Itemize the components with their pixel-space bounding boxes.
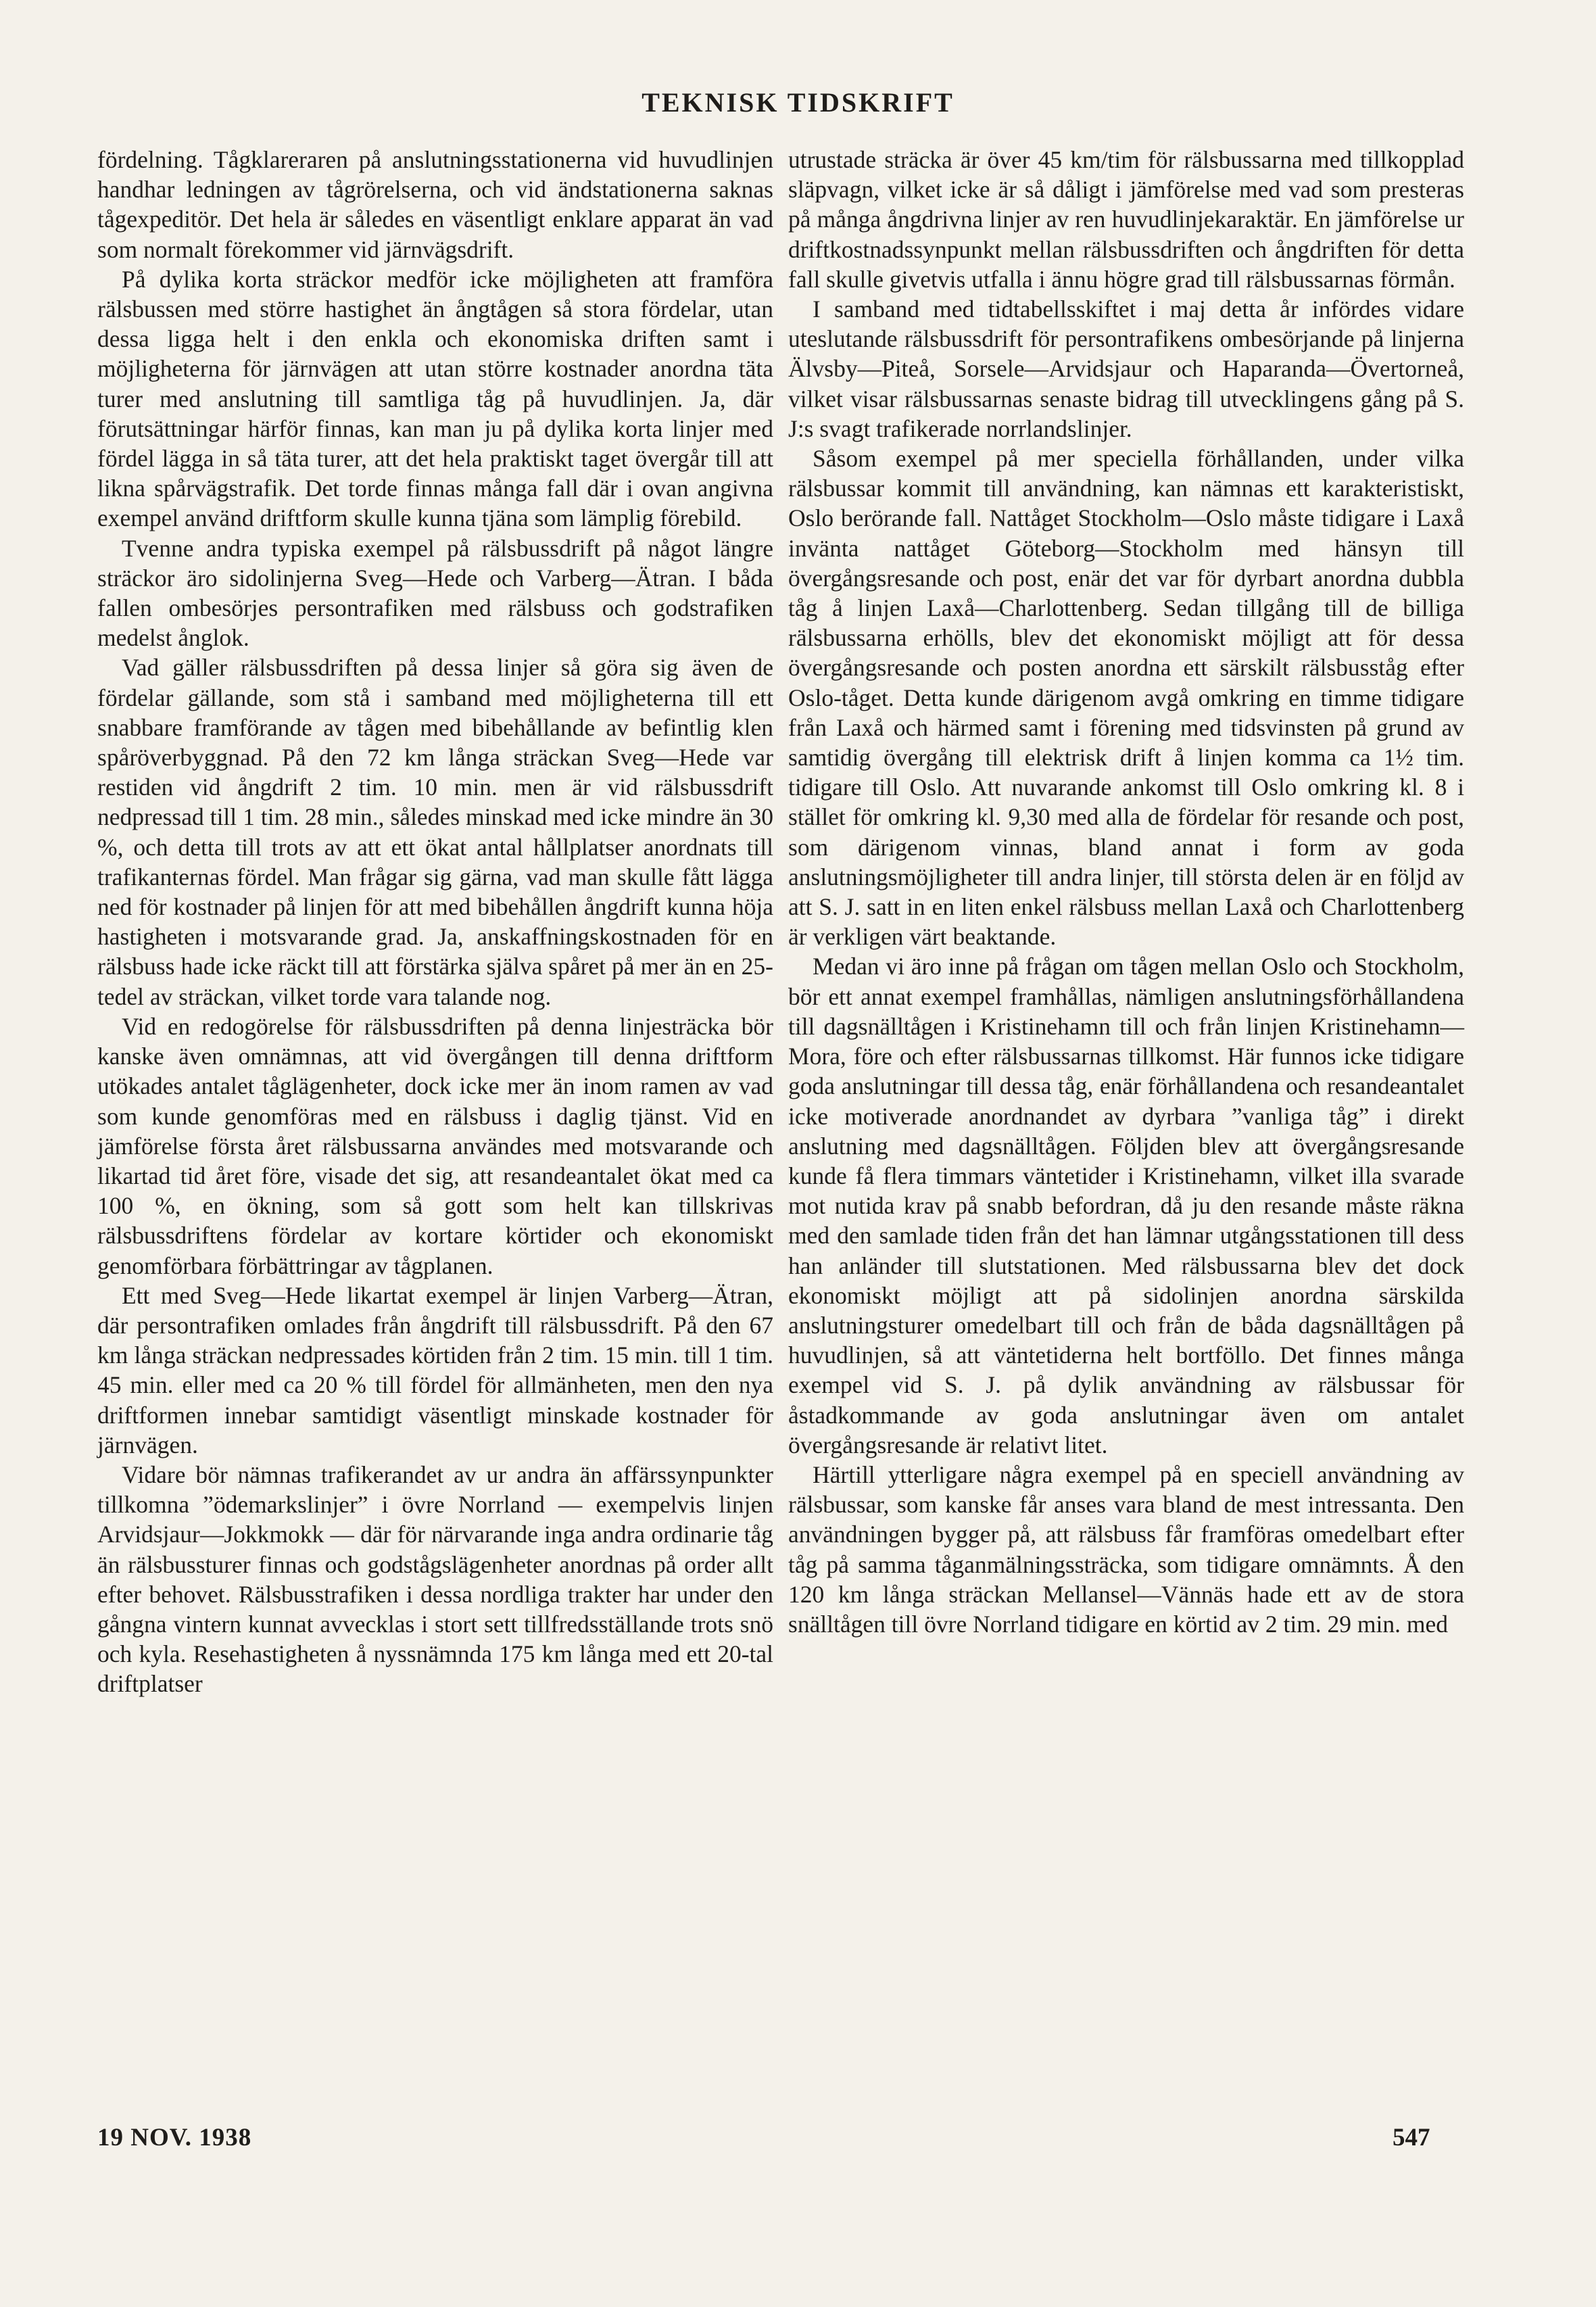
paragraph: Tvenne andra typiska exempel på rälsbussdrift på något längre sträckor äro sidolinjerna Sveg—Hede och Varberg—Ätran. I båda fallen ombesörjes persontrafiken med rälsbuss och godstrafiken medelst ånglok. (97, 534, 773, 652)
paragraph: På dylika korta sträckor medför icke möjligheten att framföra rälsbussen med större hastighet än ångtågen så stora fördelar, utan dessa ligga helt i den enkla och ekonomiska driften samt i möjligheterna för järnvägen att utan större kostnader anordna täta turer med anslutning till samtliga tåg på huvudlinjen. Ja, där förutsättningar härför finnas, kan man ju på dylika korta linjer med fördel lägga in så täta turer, att det hela praktiskt taget övergår till att likna spårvägstrafik. Det torde finnas många fall där i ovan angivna exempel använd driftform skulle kunna tjäna som lämplig förebild. (97, 265, 773, 532)
paragraph: I samband med tidtabellsskiftet i maj detta år infördes vidare uteslutande rälsbussdrift för persontrafikens ombesörjande på linjerna Älvsby—Piteå, Sorsele—Arvidsjaur och Haparanda—Övertorneå, vilket visar rälsbussarnas senaste bidrag till utvecklingens gång på S. J:s svagt trafikerade norrlandslinjer. (788, 295, 1464, 442)
paragraph: Såsom exempel på mer speciella förhållanden, under vilka rälsbussar kommit till användning, kan nämnas ett karakteristiskt, Oslo berörande fall. Nattåget Stockholm—Oslo måste tidigare i Laxå invänta nattåget Göteborg—Stockholm med hänsyn till övergångsresande och post, enär det var för dyrbart anordna dubbla tåg å linjen Laxå—Charlottenberg. Sedan tillgång till de billiga rälsbussarna erhölls, blev det ekonomiskt möjligt att för dessa övergångsresande och posten anordna ett särskilt rälsbusståg efter Oslo-tåget. Detta kunde därigenom avgå omkring en timme tidigare från Laxå och härmed samt i förening med tidsvinsten på grund av samtidig övergång till elektrisk drift å linjen komma ca 1½ tim. tidigare till Oslo. Att nuvarande ankomst till Oslo omkring kl. 8 i stället för omkring kl. 9,30 med alla de fördelar för resande och post, som därigenom vinnas, bland annat i form av goda anslutningsmöjligheter till andra linjer, till största delen är en följd av att S. J. satt in en liten enkel rälsbuss mellan Laxå och Charlottenberg är verkligen värt beaktande. (788, 445, 1464, 951)
paragraph: Härtill ytterligare några exempel på en speciell användning av rälsbussar, som kanske får anses vara bland de mest intressanta. Den användningen bygger på, att rälsbuss får framföras omedelbart efter tåg på samma tåganmälningssträcka, som tidigare omnämnts. Å den 120 km långa sträckan Mellansel—Vännäs hade ett av de stora snälltågen till övre Norrland tidigare en körtid av 2 tim. 29 min. med (788, 1460, 1464, 1638)
paragraph: Ett med Sveg—Hede likartat exempel är linjen Varberg—Ätran, där persontrafiken omlades från ångdrift till rälsbussdrift. På den 67 km långa sträckan nedpressades körtiden från 2 tim. 15 min. till 1 tim. 45 min. eller med ca 20 % till fördel för allmänheten, men den nya driftformen innebar samtidigt väsentligt minskade kostnader för järnvägen. (97, 1281, 773, 1458)
paragraph: Vid en redogörelse för rälsbussdriften på denna linjesträcka bör kanske även omnämnas, att vid övergången till denna driftform utökades antalet tåglägenheter, dock icke mer än inom ramen av vad som kunde genomföras med en rälsbuss i daglig tjänst. Vid en jämförelse första året rälsbussarna användes med motsvarande och likartad tid året före, visade det sig, att resandeantalet ökat med ca 100 %, en ökning, som så gott som helt kan tillskrivas rälsbussdriftens fördelar av kortare körtider och ekonomiskt genomförbara förbättringar av tågplanen. (97, 1012, 773, 1279)
paragraph: Vidare bör nämnas trafikerandet av ur andra än affärssynpunkter tillkomna ”ödemarkslinjer” i övre Norrland — exempelvis linjen Arvidsjaur—Jokkmokk — där för närvarande inga andra ordinarie tåg än rälsbussturer finnas och godstågslägenheter anordnas på order allt efter behovet. Rälsbusstrafiken i dessa nordliga trakter har under den gångna vintern kunnat avvecklas i stort sett tillfredsställande trots snö och kyla. Resehastigheten å nyssnämnda 175 km långa med ett 20-tal driftplatser (97, 1460, 773, 1698)
journal-header: TEKNISK TIDSKRIFT (642, 87, 954, 118)
paragraph: Vad gäller rälsbussdriften på dessa linjer så göra sig även de fördelar gällande, som stå i samband med möjligheterna till ett snabbare framförande av tågen med bibehållande av befintlig klen spåröverbyggnad. På den 72 km långa sträckan Sveg—Hede var restiden vid ångdrift 2 tim. 10 min. men är vid rälsbussdrift nedpressad till 1 tim. 28 min., således minskad med icke mindre än 30 %, och detta till trots av att ett ökat antal hållplatser anordnats till trafikanternas fördel. Man frågar sig gärna, vad man skulle fått lägga ned för kostnader på linjen för att med bibehållen ångdrift kunna höja hastigheten i motsvarande grad. Ja, anskaffningskostnaden för en rälsbuss hade icke räckt till att förstärka själva spåret på mer än en 25-tedel av sträckan, vilket torde vara talande nog. (97, 654, 773, 1010)
paragraph: utrustade sträcka är över 45 km/tim för rälsbussarna med tillkopplad släpvagn, vilket icke är så dåligt i jämförelse med vad som presteras på många ångdrivna linjer av ren huvudlinjekaraktär. En jämförelse ur driftkostnadssynpunkt mellan rälsbussdriften och ångdriften för detta fall skulle givetvis utfalla i ännu högre grad till rälsbussarnas förmån. (788, 146, 1464, 293)
page-number: 547 (1393, 2124, 1430, 2151)
paragraph: Medan vi äro inne på frågan om tågen mellan Oslo och Stockholm, bör ett annat exempel framhållas, nämligen anslutningsförhållandena till dagsnälltågen i Kristinehamn till och från linjen Kristinehamn—Mora, före och efter rälsbussarnas tillkomst. Här funnos icke tidigare goda anslutningar till dessa tåg, enär förhållandena och resandeantalet icke motiverade anordnandet av dyrbara ”vanliga tåg” i direkt anslutning med dagsnälltågen. Följden blev att övergångsresande kunde få flera timmars väntetider i Kristinehamn, vilket illa svarade mot nutida krav på snabb befordran, då ju den resande måste räkna med den samlade tiden från det han lämnar utgångsstationen till dess han anländer till slutstationen. Med rälsbussarna blev det dock ekonomiskt möjligt att på sidolinjen anordna särskilda anslutningsturer omedelbart till och från de båda dagsnälltågen på huvudlinjen, så att väntetiderna helt bortföllo. Det finnes många exempel vid S. J. på dylik användning av rälsbussar för åstadkommande av goda anslutningar även om antalet övergångsresande är relativt litet. (788, 953, 1464, 1458)
right-column (788, 145, 1464, 1639)
paragraph: fördelning. Tågklareraren på anslutningsstationerna vid huvudlinjen handhar ledningen av tågrörelserna, och vid ändstationerna saknas tågexpeditör. Det hela är således en väsentligt enklare apparat än vad som normalt förekommer vid järnvägsdrift. (97, 146, 773, 263)
issue-date: 19 NOV. 1938 (97, 2124, 252, 2151)
left-column (97, 145, 773, 1699)
